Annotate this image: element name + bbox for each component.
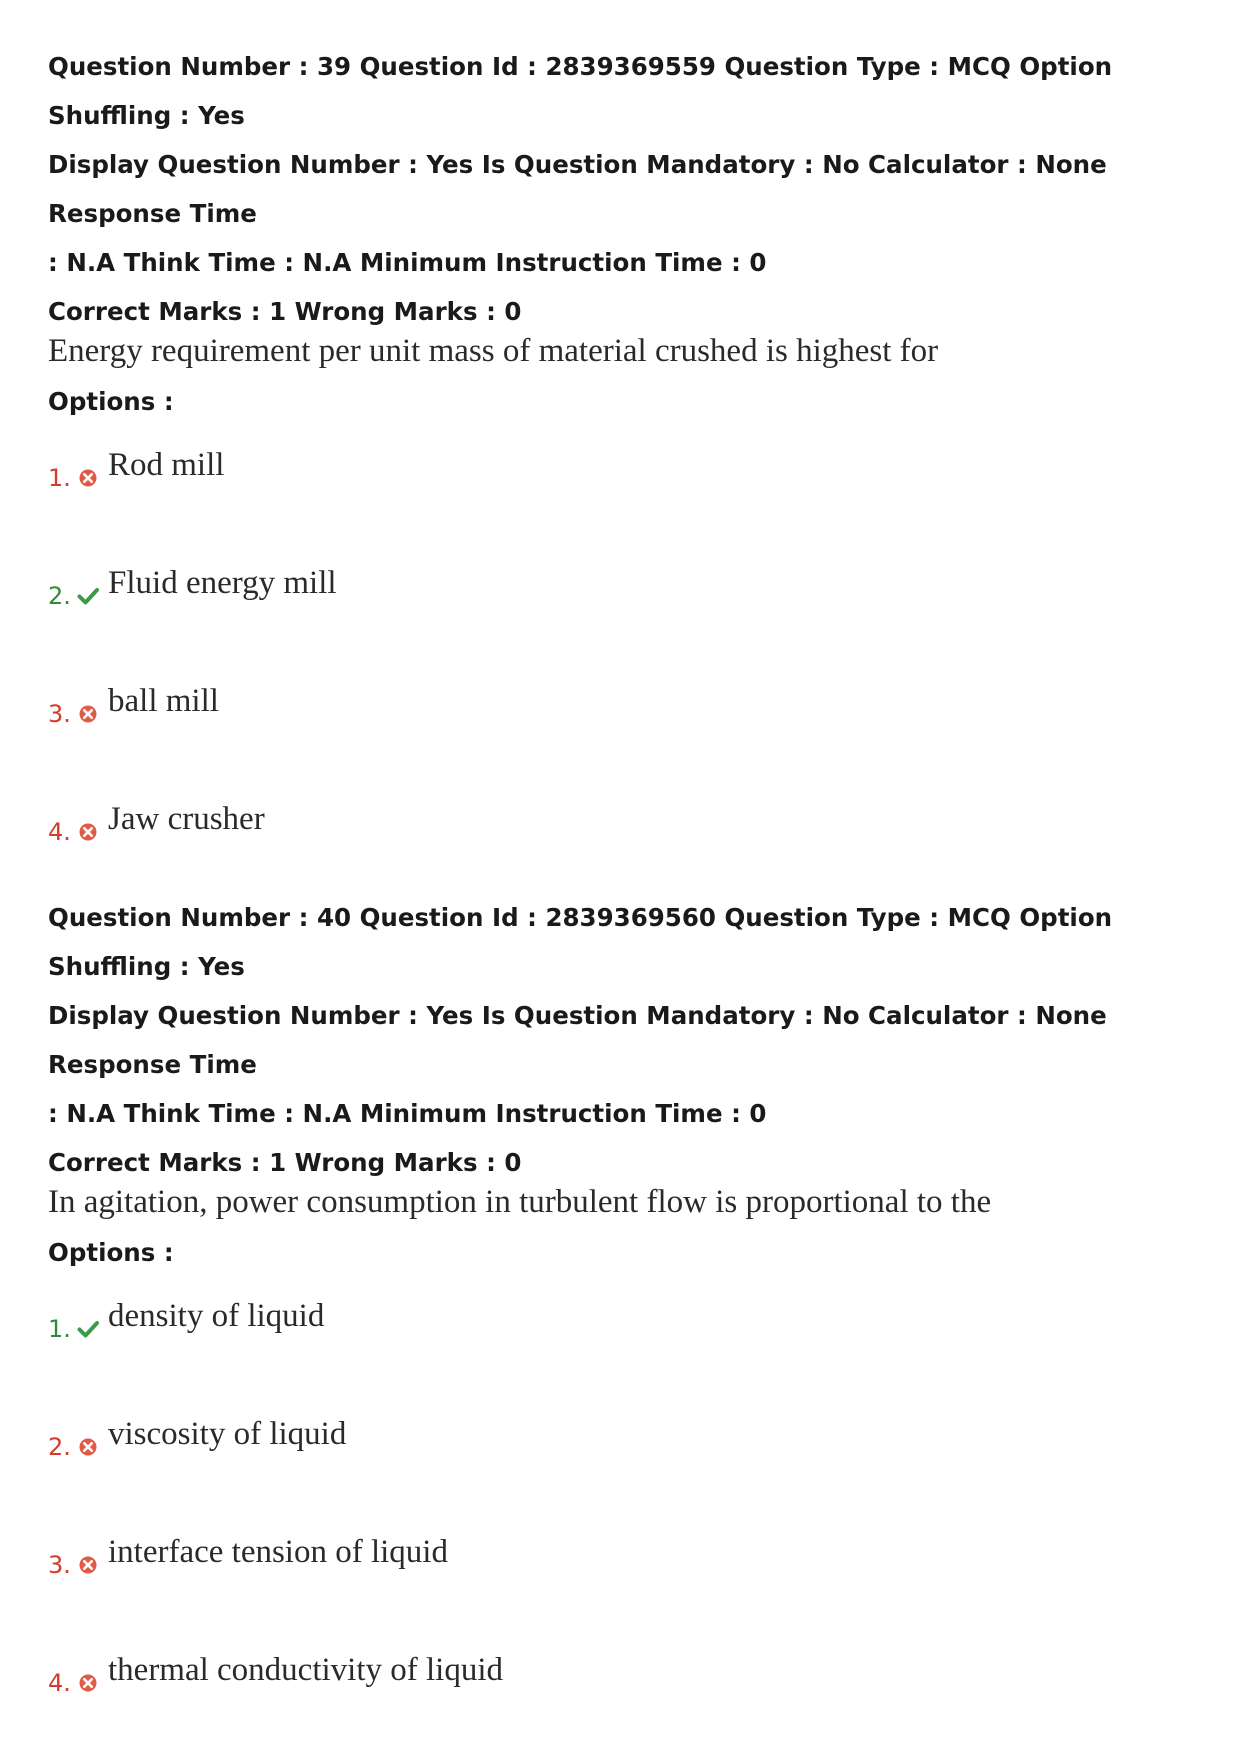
option-item (48, 1528, 1208, 1646)
question-meta-line: Display Question Number : Yes Is Question Mandatory : No Calculator : None Response Time (48, 150, 1107, 228)
option-item (48, 1410, 1208, 1528)
check-icon (77, 1318, 99, 1340)
marks-line: Correct Marks : 1 Wrong Marks : 0 (48, 297, 522, 326)
option-text: Jaw crusher (108, 801, 265, 837)
cross-icon (77, 1436, 99, 1458)
options-list (48, 441, 1208, 913)
question-text: Energy requirement per unit mass of material crushed is highest for (48, 333, 939, 369)
question-meta-line: Question Number : 39 Question Id : 2839369559 Question Type : MCQ Option Shuffling : Yes (48, 52, 1113, 130)
option-text: thermal conductivity of liquid (108, 1652, 504, 1688)
option-number: 1. (48, 1315, 71, 1343)
marks-line: Correct Marks : 1 Wrong Marks : 0 (48, 1148, 522, 1177)
option-text: interface tension of liquid (108, 1534, 448, 1570)
question-meta-line: Display Question Number : Yes Is Question Mandatory : No Calculator : None Response Time (48, 1001, 1107, 1079)
cross-icon (77, 1554, 99, 1576)
option-number: 2. (48, 1433, 71, 1461)
question-block-39 (48, 42, 1208, 913)
options-label: Options : (48, 387, 174, 416)
question-meta-line: : N.A Think Time : N.A Minimum Instruction Time : 0 (48, 1099, 767, 1128)
question-meta-line: Question Number : 40 Question Id : 2839369560 Question Type : MCQ Option Shuffling : Yes (48, 903, 1113, 981)
cross-icon (77, 703, 99, 725)
option-number: 2. (48, 582, 71, 610)
options-label: Options : (48, 1238, 174, 1267)
option-item (48, 441, 1208, 559)
option-number: 3. (48, 700, 71, 728)
option-item (48, 559, 1208, 677)
cross-icon (77, 467, 99, 489)
option-number: 4. (48, 818, 71, 846)
option-item (48, 677, 1208, 795)
options-list (48, 1292, 1208, 1764)
cross-icon (77, 1672, 99, 1694)
option-number: 1. (48, 464, 71, 492)
cross-icon (77, 821, 99, 843)
check-icon (77, 585, 99, 607)
option-text: viscosity of liquid (108, 1416, 347, 1452)
question-text: In agitation, power consumption in turbulent flow is proportional to the (48, 1184, 992, 1220)
option-item (48, 1646, 1208, 1764)
option-number: 3. (48, 1551, 71, 1579)
option-text: Rod mill (108, 447, 225, 483)
option-number: 4. (48, 1669, 71, 1697)
question-block-40 (48, 893, 1208, 1764)
option-text: Fluid energy mill (108, 565, 337, 601)
option-text: ball mill (108, 683, 219, 719)
option-item (48, 1292, 1208, 1410)
question-meta-line: : N.A Think Time : N.A Minimum Instruction Time : 0 (48, 248, 767, 277)
option-text: density of liquid (108, 1298, 325, 1334)
